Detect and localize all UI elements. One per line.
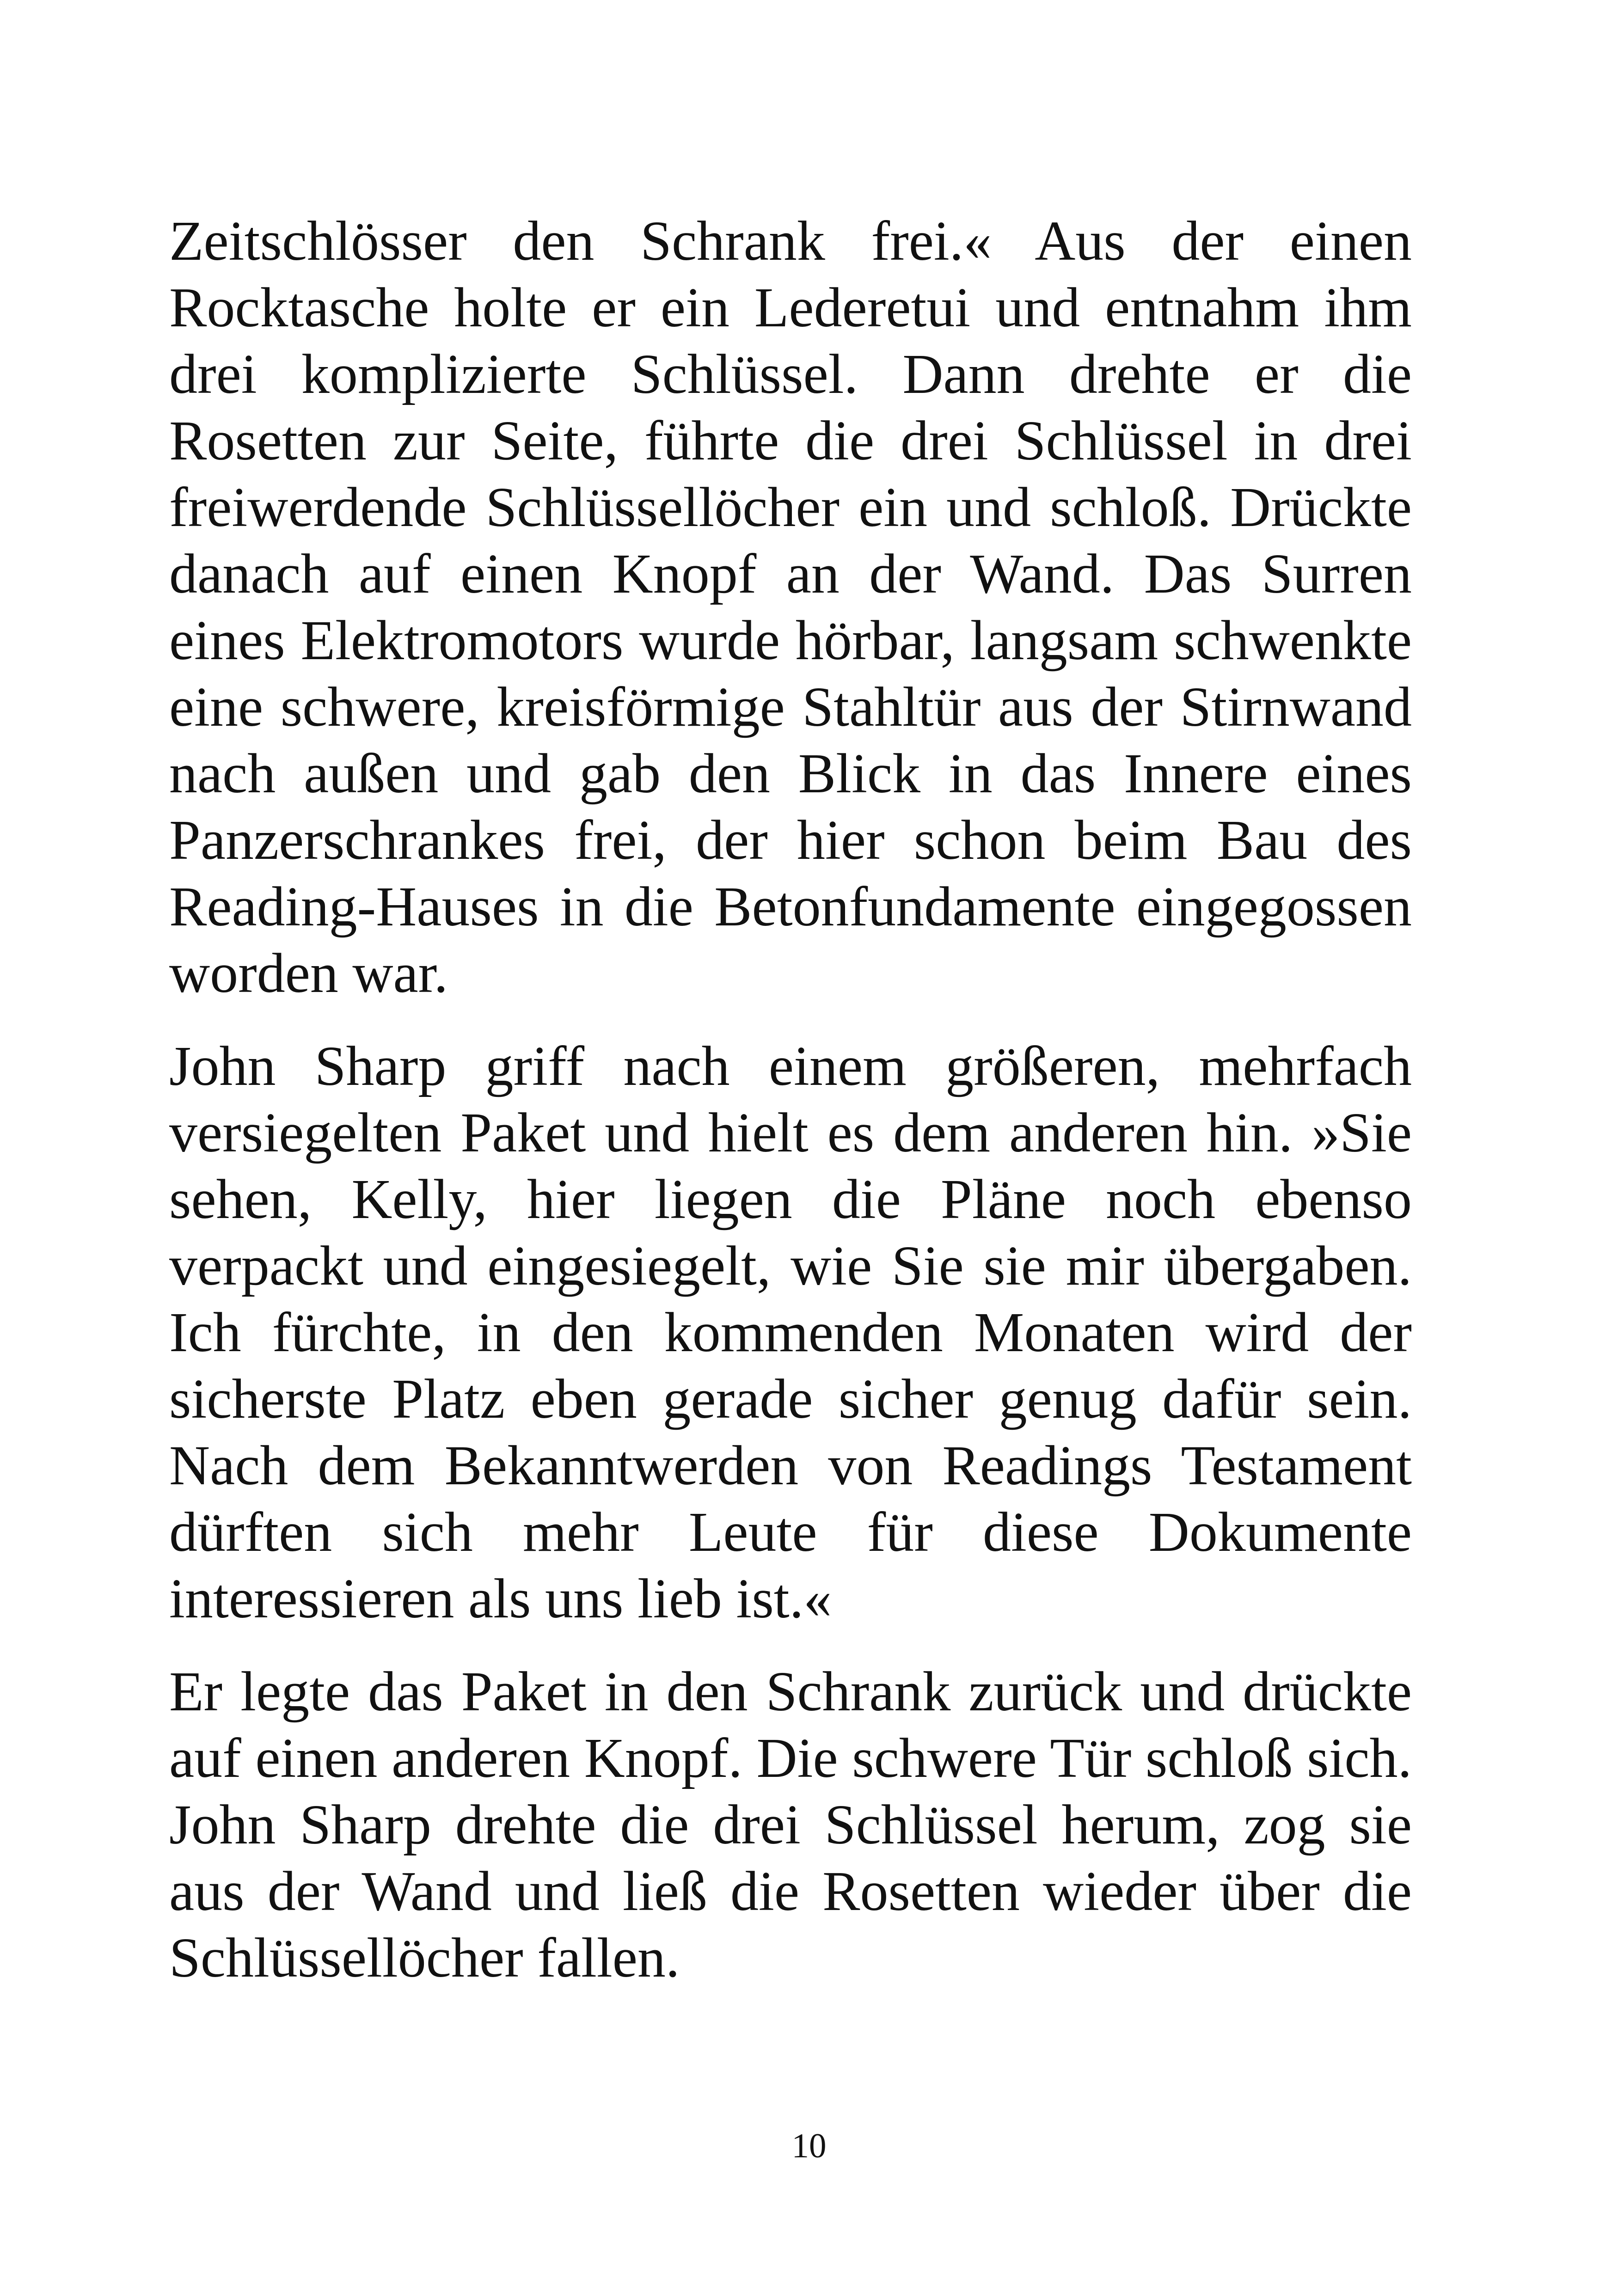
- paragraph-3: Er legte das Paket in den Schrank zurück und drückte auf einen anderen Knopf. Die schwere Tür schloß sich. John Sharp drehte die drei Schlüssel herum, zog sie aus der Wand und ließ die Rosetten wieder über die Schlüssellöcher fallen.: [169, 1660, 1412, 1989]
- page-number: 10: [791, 2127, 827, 2165]
- paragraph-1: Zeitschlösser den Schrank frei.« Aus der einen Rocktasche holte er ein Lederetui und entnahm ihm drei komplizierte Schlüssel. Dann drehte er die Rosetten zur Seite, führte die drei Schlüssel in drei freiwerdende Schlüssellöcher ein und schloß. Drückte danach auf einen Knopf an der Wand. Das Surren eines Elektromotors wurde hörbar, langsam schwenkte eine schwere, kreisförmige Stahltür aus der Stirnwand nach außen und gab den Blick in das Innere eines Panzerschrankes frei, der hier schon beim Bau des Reading-Hauses in die Betonfundamente eingegossen worden war.: [169, 210, 1412, 1004]
- page-body: [169, 208, 1412, 2018]
- paragraph-2: John Sharp griff nach einem größeren, mehrfach versiegelten Paket und hielt es dem anderen hin. »Sie sehen, Kelly, hier liegen die Pläne noch ebenso verpackt und eingesiegelt, wie Sie sie mir übergaben. Ich fürchte, in den kommenden Monaten wird der sicherste Platz eben gerade sicher genug dafür sein. Nach dem Bekanntwerden von Readings Testament dürften sich mehr Leute für diese Dokumente interessieren als uns lieb ist.«: [169, 1035, 1412, 1630]
